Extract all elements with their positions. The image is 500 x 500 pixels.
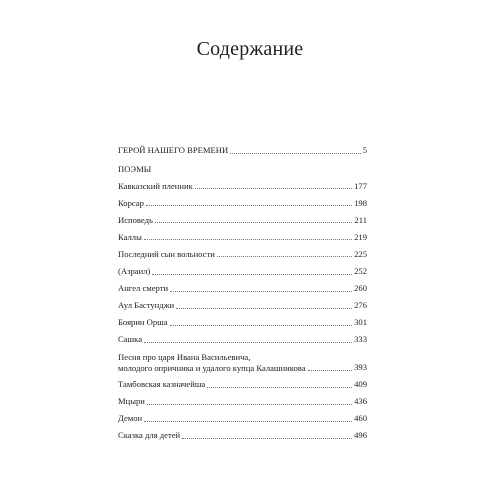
toc-entry-label: Аул Бастунджи — [118, 300, 175, 311]
toc-entry-page: 260 — [354, 283, 367, 294]
toc-entry-page: 460 — [354, 413, 367, 424]
toc-entry — [118, 413, 367, 424]
toc-entry-label: Каллы — [118, 231, 142, 242]
dot-leader — [144, 420, 352, 422]
section-heading-label: ПОЭМЫ — [118, 163, 152, 174]
toc-entry — [118, 198, 367, 209]
page-title: Содержание — [196, 38, 304, 60]
toc-entry-label: Сказка для детей — [118, 430, 181, 441]
toc-entry — [118, 317, 367, 328]
toc-entry-page: 276 — [354, 300, 367, 311]
toc-entry-label-line2: молодого опричника и удалого купца Калашникова — [118, 362, 306, 373]
toc-entry — [118, 266, 367, 277]
section-heading — [118, 164, 367, 175]
dot-leader — [155, 221, 353, 223]
dot-leader — [176, 307, 352, 309]
toc-entry-label: Мцыри — [118, 396, 145, 407]
dot-leader — [146, 204, 352, 206]
toc-entry — [118, 283, 367, 294]
dot-leader — [308, 369, 353, 371]
toc-entry — [118, 352, 367, 373]
toc-entry-page: 219 — [354, 231, 367, 242]
toc-entry — [118, 249, 367, 260]
toc-entry-label: Демон — [118, 413, 143, 424]
dot-leader — [182, 437, 352, 439]
table-of-contents — [118, 145, 367, 441]
toc-entry — [118, 396, 367, 407]
toc-entry-page: 252 — [354, 266, 367, 277]
toc-entry-page: 496 — [354, 430, 367, 441]
dot-leader — [207, 386, 352, 388]
toc-entry-label-line1: Песня про царя Ивана Васильевича, — [118, 351, 251, 362]
toc-entry — [118, 300, 367, 311]
toc-entry-label: ГЕРОЙ НАШЕГО ВРЕМЕНИ — [118, 145, 229, 155]
toc-entry-page: 198 — [354, 197, 367, 208]
toc-entry-label: (Азраил) — [118, 266, 151, 277]
toc-entry-label: Боярин Орша — [118, 317, 168, 328]
dot-leader — [152, 273, 352, 275]
toc-entry — [118, 232, 367, 243]
toc-entry — [118, 145, 367, 156]
toc-entry-page: 5 — [362, 145, 367, 155]
toc-entry-page: 225 — [354, 248, 367, 259]
toc-entry-label: Сашка — [118, 334, 143, 345]
toc-entry-label: Ангел смерти — [118, 283, 169, 294]
toc-entry — [118, 379, 367, 390]
toc-entry-page: 301 — [354, 317, 367, 328]
dot-leader — [170, 324, 353, 326]
toc-entry — [118, 334, 367, 345]
dot-leader — [144, 341, 352, 343]
dot-leader — [195, 187, 352, 189]
toc-entry-label: Кавказский пленник — [118, 180, 193, 191]
toc-entry-label: Последний сын вольности — [118, 248, 215, 259]
toc-entry-label: Корсар — [118, 197, 144, 208]
dot-leader — [147, 403, 352, 405]
toc-entry-page: 333 — [354, 334, 367, 345]
toc-entry-page: 177 — [354, 180, 367, 191]
dot-leader — [217, 255, 352, 257]
toc-entry-page: 436 — [354, 396, 367, 407]
toc-entry-label: Исповедь — [118, 214, 153, 225]
toc-entry — [118, 215, 367, 226]
toc-entry-page: 393 — [354, 362, 367, 373]
dot-leader — [230, 152, 361, 154]
toc-entry-page: 211 — [354, 214, 367, 225]
toc-entry-label: Тамбовская казначейша — [118, 379, 206, 390]
dot-leader — [170, 290, 352, 292]
toc-entry — [118, 181, 367, 192]
dot-leader — [144, 238, 352, 240]
toc-entry-page: 409 — [354, 379, 367, 390]
toc-entry — [118, 430, 367, 441]
